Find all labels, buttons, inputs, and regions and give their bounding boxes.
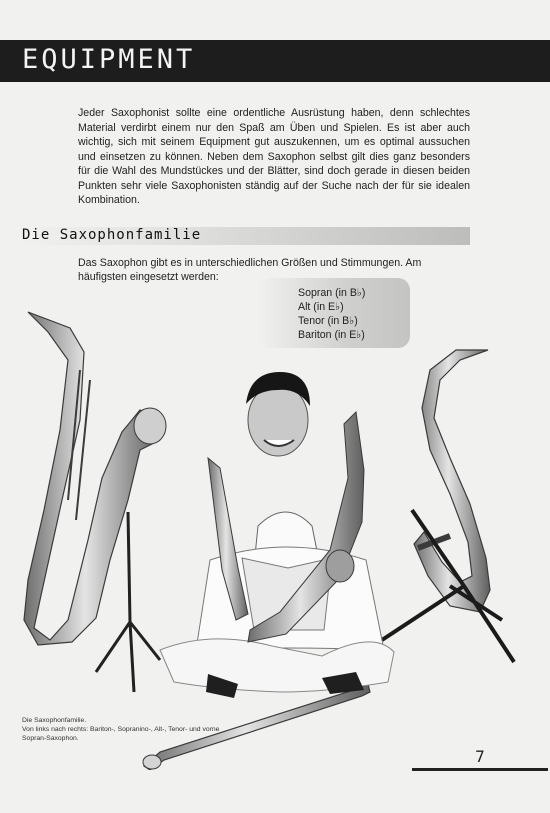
- chapter-title: EQUIPMENT: [22, 44, 196, 75]
- section-heading: Die Saxophonfamilie: [22, 227, 202, 243]
- chapter-title-bar: [0, 40, 550, 82]
- saxophone-type-item: Sopran (in B♭): [298, 287, 366, 299]
- saxophone-type-item: Bariton (in E♭): [298, 329, 365, 341]
- caption-body: Von links nach rechts: Bariton-, Sopranino-, Alt-, Tenor- und vorne Sopran-Saxophon.: [22, 726, 220, 742]
- page-number: 7: [412, 747, 548, 771]
- baritone-saxophone-image: [24, 312, 166, 645]
- section-lead: Das Saxophon gibt es in unterschiedlichen Größen und Stimmungen. Am häufigsten eingesetzt werden:: [78, 257, 422, 283]
- saxophone-family-photo: [10, 300, 540, 770]
- saxophonist-image: [160, 372, 394, 698]
- saxophone-type-item: Tenor (in B♭): [298, 315, 358, 327]
- section-heading-bar: [20, 227, 470, 245]
- caption-title: Die Saxophonfamilie.: [22, 717, 87, 724]
- tenor-saxophone-image: [414, 350, 490, 612]
- photo-caption: [22, 716, 232, 743]
- intro-paragraph: Jeder Saxophonist sollte eine ordentliche Ausrüstung haben, denn schlechtes Material verdirbt einem nur den Spaß am Üben und Spielen. Es ist aber auch wichtig, sich mit seinem Equipment gut auszukennen, um es optimal aussuchen und einsetzen zu können. Neben dem Saxophon selbst gilt dies ganz besonders für die Wahl des Mundstückes und der Blätter, sind doch gerade in diesen beiden Punkten sehr viele Saxophonisten ständig auf der Suche nach der für sie idealen Kombination.: [78, 107, 470, 206]
- saxophone-type-item: Alt (in E♭): [298, 301, 344, 313]
